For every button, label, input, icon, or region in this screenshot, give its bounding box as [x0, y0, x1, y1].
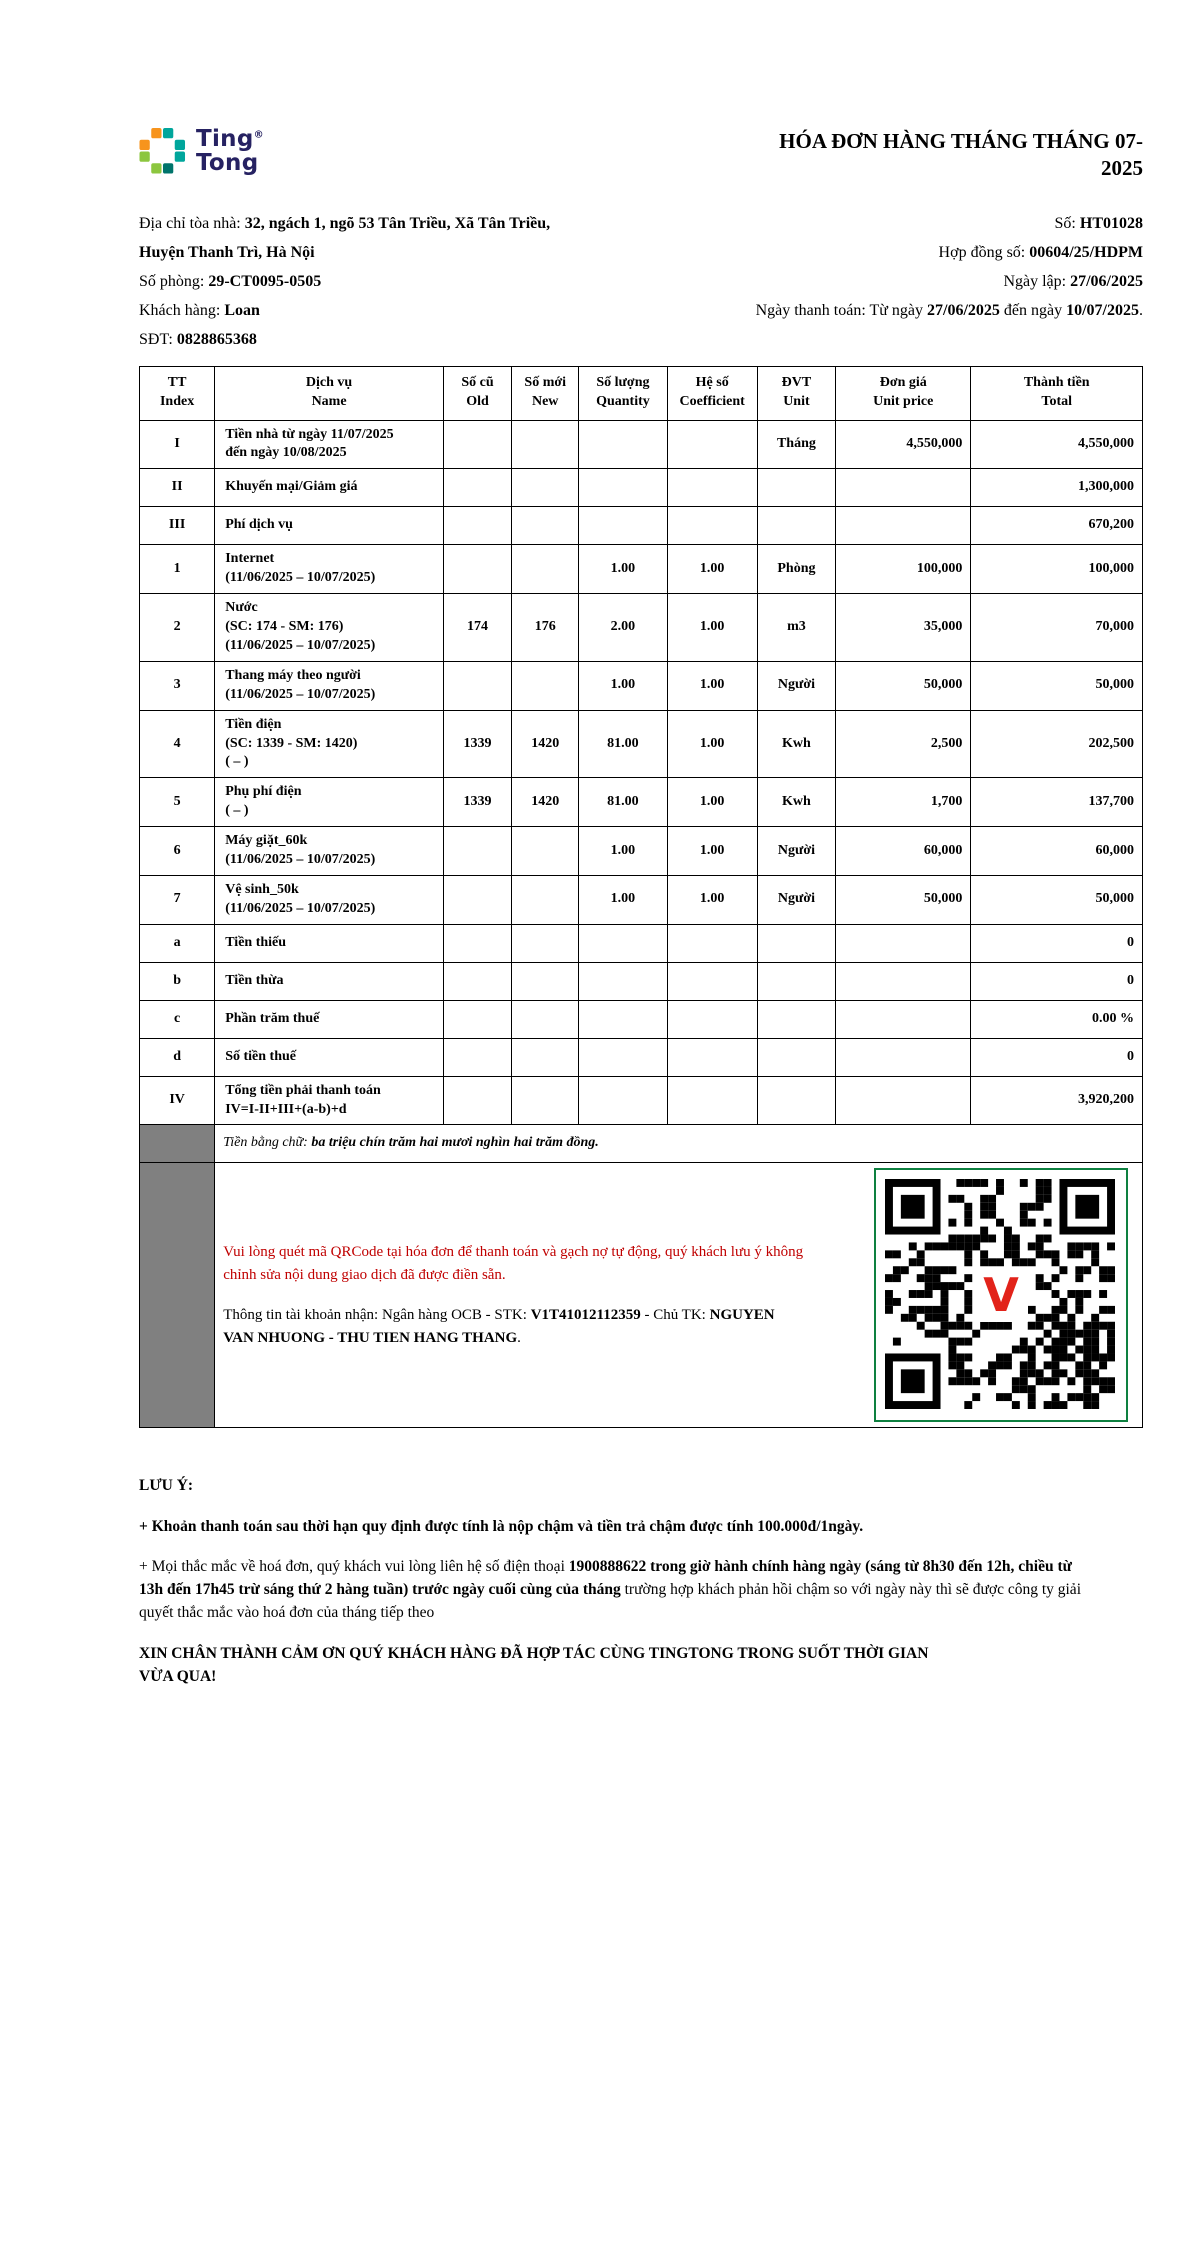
- service-name-line: Thang máy theo người: [225, 667, 361, 683]
- cell-unit: [757, 469, 835, 507]
- service-name-line: (SC: 1339 - SM: 1420): [225, 735, 358, 751]
- service-name-line: đến ngày 10/08/2025: [225, 445, 347, 461]
- service-name-line: Tiền điện: [225, 716, 282, 732]
- invoice-meta: [756, 209, 1143, 354]
- cell-old: [443, 507, 511, 545]
- invoice-number-label: Số:: [1054, 214, 1080, 232]
- cell-new: 1420: [512, 778, 579, 827]
- room-value: 29-CT0095-0505: [208, 272, 322, 290]
- service-name-line: ( – ): [225, 754, 249, 770]
- col-header-total: Thành tiền Total: [971, 366, 1143, 420]
- cell-coef: 1.00: [667, 875, 757, 924]
- cell-coef: [667, 420, 757, 469]
- cell-name: [215, 827, 444, 876]
- cell-new: [512, 661, 579, 710]
- cell-old: [443, 420, 511, 469]
- cell-unit: Người: [757, 875, 835, 924]
- service-name-line: Phần trăm thuế: [225, 1010, 320, 1026]
- service-name-line: (11/06/2025 – 10/07/2025): [225, 637, 376, 653]
- cell-name: [215, 875, 444, 924]
- cell-name: [215, 778, 444, 827]
- cell-tt: 7: [140, 875, 215, 924]
- cell-new: [512, 1000, 579, 1038]
- service-name-line: Phí dịch vụ: [225, 517, 293, 533]
- service-name-line: IV=I-II+III+(a-b)+d: [225, 1101, 347, 1117]
- thank-you-message: XIN CHÂN THÀNH CẢM ƠN QUÝ KHÁCH HÀNG ĐÃ HỢP TÁC CÙNG TINGTONG TRONG SUỐT THỜI GIAN VỪA QUA!: [139, 1644, 929, 1685]
- cell-name: [215, 962, 444, 1000]
- cell-qty: 1.00: [579, 875, 667, 924]
- cell-old: 1339: [443, 710, 511, 778]
- cell-unit: [757, 1038, 835, 1076]
- bank-account-info: [223, 1304, 803, 1349]
- cell-coef: 1.00: [667, 827, 757, 876]
- bank-account-number: V1T41012112359: [530, 1307, 641, 1324]
- brand-wordmark: [196, 128, 264, 175]
- cell-tt: 2: [140, 594, 215, 662]
- cell-coef: [667, 1000, 757, 1038]
- service-name-line: Tiền thừa: [225, 972, 284, 988]
- cell-coef: 1.00: [667, 661, 757, 710]
- col-header-unit: ĐVT Unit: [757, 366, 835, 420]
- cell-tt: 5: [140, 778, 215, 827]
- cell-total: 60,000: [971, 827, 1143, 876]
- service-name-line: Máy giặt_60k: [225, 833, 308, 849]
- cell-name: [215, 710, 444, 778]
- cell-coef: 1.00: [667, 778, 757, 827]
- payment-period-text2: đến ngày: [999, 301, 1067, 319]
- contract-label: Hợp đồng số:: [938, 243, 1030, 261]
- invoice-table-footer: [140, 1125, 1143, 1428]
- service-name-line: (11/06/2025 – 10/07/2025): [225, 900, 376, 916]
- cell-qty: [579, 1038, 667, 1076]
- cell-total: 0: [971, 924, 1143, 962]
- invoice-info: [139, 209, 1143, 354]
- payment-period-text: Ngày thanh toán: Từ ngày: [755, 301, 928, 319]
- cell-qty: [579, 1076, 667, 1125]
- table-row: [140, 545, 1143, 594]
- table-row: [140, 594, 1143, 662]
- amount-in-words-cell: [215, 1125, 1143, 1163]
- address-label: Địa chỉ tòa nhà:: [139, 214, 245, 232]
- brand-word-ting: Ting: [196, 126, 254, 153]
- cell-tt: d: [140, 1038, 215, 1076]
- cell-price: 1,700: [836, 778, 971, 827]
- table-row: [140, 507, 1143, 545]
- col-header-coefficient: Hệ số Coefficient: [667, 366, 757, 420]
- cell-new: [512, 875, 579, 924]
- bank-info-text2: - Chủ TK:: [640, 1307, 710, 1324]
- footer-notes: [139, 1474, 1084, 1688]
- issue-date-label: Ngày lập:: [1003, 272, 1071, 290]
- cell-old: 174: [443, 594, 511, 662]
- cell-name: [215, 1000, 444, 1038]
- service-name-line: (11/06/2025 – 10/07/2025): [225, 686, 376, 702]
- cell-qty: [579, 469, 667, 507]
- customer-name-line: [139, 296, 550, 325]
- cell-old: [443, 661, 511, 710]
- cell-total: 50,000: [971, 661, 1143, 710]
- cell-tt: 3: [140, 661, 215, 710]
- hotline-number-and-hours: 1900888622 trong giờ hành chính hàng ngày (sáng từ 8h30 đến 12h, chiều từ 13h đến 17h45 trừ sáng thứ 2 hàng tuần) trước ngày cuối cùng của tháng: [139, 1557, 1072, 1599]
- table-row: [140, 778, 1143, 827]
- cell-new: [512, 962, 579, 1000]
- customer-label: Khách hàng:: [139, 301, 225, 319]
- col-header-unit-price: Đơn giá Unit price: [836, 366, 971, 420]
- address-value: 32, ngách 1, ngõ 53 Tân Triều, Xã Tân Triều,: [244, 214, 551, 232]
- phone-line: [139, 325, 550, 354]
- bank-info-text3: .: [517, 1329, 521, 1346]
- cell-old: [443, 827, 511, 876]
- cell-new: [512, 1076, 579, 1125]
- hotline-note-text2: trường hợp khách phản hồi chậm so với ngày này thì sẽ được công ty giải quyết thắc mắc vào hoá đơn của tháng tiếp theo: [139, 1581, 1081, 1622]
- cell-name: [215, 469, 444, 507]
- cell-new: 1420: [512, 710, 579, 778]
- cell-price: 100,000: [836, 545, 971, 594]
- brand-logo: [139, 128, 264, 175]
- cell-qty: [579, 962, 667, 1000]
- invoice-title: HÓA ĐƠN HÀNG THÁNG THÁNG 07-2025: [779, 129, 1143, 181]
- service-name-line: Internet: [225, 551, 275, 567]
- customer-info: [139, 209, 550, 354]
- cell-old: [443, 875, 511, 924]
- col-header-old: Số cũ Old: [443, 366, 511, 420]
- cell-total: 202,500: [971, 710, 1143, 778]
- cell-price: [836, 507, 971, 545]
- cell-coef: [667, 924, 757, 962]
- cell-qty: [579, 924, 667, 962]
- qr-payment-row: [140, 1163, 1143, 1428]
- table-row: [140, 962, 1143, 1000]
- cell-new: [512, 507, 579, 545]
- table-row: [140, 661, 1143, 710]
- cell-total: 3,920,200: [971, 1076, 1143, 1125]
- cell-tt: c: [140, 1000, 215, 1038]
- cell-price: 2,500: [836, 710, 971, 778]
- cell-unit: Kwh: [757, 778, 835, 827]
- cell-coef: [667, 1076, 757, 1125]
- cell-total: 0.00 %: [971, 1000, 1143, 1038]
- service-name-line: (11/06/2025 – 10/07/2025): [225, 851, 376, 867]
- cell-price: 60,000: [836, 827, 971, 876]
- cell-name: [215, 507, 444, 545]
- issue-date-value: 27/06/2025: [1070, 272, 1143, 290]
- cell-qty: 81.00: [579, 710, 667, 778]
- table-row: [140, 469, 1143, 507]
- cell-old: [443, 962, 511, 1000]
- cell-old: [443, 924, 511, 962]
- cell-price: [836, 924, 971, 962]
- cell-coef: 1.00: [667, 710, 757, 778]
- room-number-line: [139, 267, 550, 296]
- customer-value: Loan: [224, 301, 260, 319]
- service-name-line: Phụ phí điện: [225, 784, 302, 800]
- shaded-cell: [140, 1163, 215, 1428]
- cell-price: 35,000: [836, 594, 971, 662]
- cell-qty: 1.00: [579, 827, 667, 876]
- cell-price: 50,000: [836, 875, 971, 924]
- cell-tt: 1: [140, 545, 215, 594]
- phone-value: 0828865368: [176, 330, 257, 348]
- cell-coef: [667, 962, 757, 1000]
- bank-account-holder: NGUYEN VAN NHUONG - THU TIEN HANG THANG: [223, 1307, 775, 1346]
- cell-price: [836, 1038, 971, 1076]
- cell-qty: 1.00: [579, 545, 667, 594]
- cell-new: [512, 827, 579, 876]
- invoice-table: [139, 366, 1143, 1429]
- table-row: [140, 875, 1143, 924]
- cell-total: 137,700: [971, 778, 1143, 827]
- invoice-table-body: [140, 420, 1143, 1125]
- service-name-line: Khuyến mại/Giảm giá: [225, 479, 358, 495]
- cell-unit: Tháng: [757, 420, 835, 469]
- address-value2: Huyện Thanh Trì, Hà Nội: [139, 243, 315, 261]
- contract-value: 00604/25/HDPM: [1029, 243, 1143, 261]
- cell-new: [512, 1038, 579, 1076]
- room-label: Số phòng:: [139, 272, 209, 290]
- cell-coef: [667, 1038, 757, 1076]
- cell-unit: Người: [757, 827, 835, 876]
- payment-from-date: 27/06/2025: [927, 301, 1000, 319]
- qr-payment-cell: [215, 1163, 1143, 1428]
- qr-instructions: [223, 1241, 803, 1349]
- table-row: [140, 827, 1143, 876]
- qr-code: [874, 1168, 1128, 1422]
- cell-unit: [757, 1000, 835, 1038]
- contract-number-line: [756, 238, 1143, 267]
- cell-new: [512, 420, 579, 469]
- col-header-service: Dịch vụ Name: [215, 366, 444, 420]
- tingtong-logo-icon: [139, 128, 186, 175]
- amount-words-label: Tiền bằng chữ:: [223, 1135, 312, 1151]
- service-name-line: Tiền thiếu: [225, 934, 287, 950]
- cell-tt: 6: [140, 827, 215, 876]
- cell-old: [443, 1038, 511, 1076]
- cell-unit: Kwh: [757, 710, 835, 778]
- cell-unit: [757, 507, 835, 545]
- bank-info-text: Thông tin tài khoản nhận: Ngân hàng OCB - STK:: [223, 1307, 531, 1324]
- notes-heading: LƯU Ý:: [139, 1477, 194, 1495]
- cell-qty: [579, 1000, 667, 1038]
- cell-total: 1,300,000: [971, 469, 1143, 507]
- payment-period-line: [756, 296, 1143, 325]
- cell-coef: 1.00: [667, 545, 757, 594]
- cell-total: 670,200: [971, 507, 1143, 545]
- col-header-quantity: Số lượng Quantity: [579, 366, 667, 420]
- cell-total: 4,550,000: [971, 420, 1143, 469]
- cell-tt: I: [140, 420, 215, 469]
- cell-name: [215, 594, 444, 662]
- cell-unit: m3: [757, 594, 835, 662]
- hotline-note: [139, 1555, 1084, 1625]
- service-name-line: Vệ sinh_50k: [225, 881, 299, 897]
- service-name-line: Số tiền thuế: [225, 1048, 297, 1064]
- col-header-new: Số mới New: [512, 366, 579, 420]
- cell-qty: 81.00: [579, 778, 667, 827]
- service-name-line: Tiền nhà từ ngày 11/07/2025: [225, 426, 394, 442]
- invoice-header: [139, 128, 1143, 183]
- cell-tt: 4: [140, 710, 215, 778]
- cell-qty: [579, 420, 667, 469]
- service-name-line: ( – ): [225, 803, 249, 819]
- service-name-line: (SC: 174 - SM: 176): [225, 619, 344, 635]
- amount-words-value: ba triệu chín trăm hai mươi nghìn hai trăm đồng.: [311, 1135, 599, 1151]
- cell-coef: 1.00: [667, 594, 757, 662]
- cell-unit: Phòng: [757, 545, 835, 594]
- payment-period-text3: .: [1139, 301, 1143, 319]
- phone-label: SĐT:: [139, 330, 177, 348]
- cell-tt: b: [140, 962, 215, 1000]
- payment-to-date: 10/07/2025: [1066, 301, 1139, 319]
- table-row: [140, 1000, 1143, 1038]
- cell-old: [443, 1000, 511, 1038]
- col-header-tt: TT Index: [140, 366, 215, 420]
- cell-new: [512, 545, 579, 594]
- service-name-line: Tổng tiền phải thanh toán: [225, 1082, 381, 1098]
- cell-coef: [667, 507, 757, 545]
- issue-date-line: [756, 267, 1143, 296]
- hotline-note-text: + Mọi thắc mắc về hoá đơn, quý khách vui lòng liên hệ số điện thoại: [139, 1557, 569, 1575]
- brand-word-tong: Tong: [196, 149, 259, 176]
- cell-total: 70,000: [971, 594, 1143, 662]
- cell-name: [215, 1038, 444, 1076]
- cell-price: [836, 1076, 971, 1125]
- cell-new: [512, 469, 579, 507]
- cell-old: [443, 469, 511, 507]
- cell-tt: III: [140, 507, 215, 545]
- service-name-line: Nước: [225, 600, 258, 616]
- registered-mark: ®: [253, 129, 264, 141]
- building-address-line2: [139, 238, 550, 267]
- qr-warning-note: Vui lòng quét mã QRCode tại hóa đơn để thanh toán và gạch nợ tự động, quý khách lưu ý không chỉnh sửa nội dung giao dịch đã được điền sẵn.: [223, 1244, 804, 1283]
- cell-price: [836, 962, 971, 1000]
- table-row: [140, 924, 1143, 962]
- cell-name: [215, 661, 444, 710]
- cell-tt: a: [140, 924, 215, 962]
- cell-price: [836, 469, 971, 507]
- cell-price: [836, 1000, 971, 1038]
- service-name-line: (11/06/2025 – 10/07/2025): [225, 570, 376, 586]
- cell-unit: Người: [757, 661, 835, 710]
- cell-name: [215, 1076, 444, 1125]
- cell-total: 100,000: [971, 545, 1143, 594]
- cell-unit: [757, 1076, 835, 1125]
- cell-unit: [757, 924, 835, 962]
- cell-old: [443, 545, 511, 594]
- cell-total: 0: [971, 962, 1143, 1000]
- cell-old: 1339: [443, 778, 511, 827]
- cell-price: 50,000: [836, 661, 971, 710]
- invoice-number-value: HT01028: [1079, 214, 1143, 232]
- cell-qty: 2.00: [579, 594, 667, 662]
- amount-in-words-row: [140, 1125, 1143, 1163]
- cell-name: [215, 924, 444, 962]
- cell-tt: II: [140, 469, 215, 507]
- cell-new: [512, 924, 579, 962]
- table-row: [140, 1038, 1143, 1076]
- cell-old: [443, 1076, 511, 1125]
- invoice-number-line: [756, 209, 1143, 238]
- table-row: [140, 420, 1143, 469]
- late-payment-note: + Khoản thanh toán sau thời hạn quy định được tính là nộp chậm và tiền trả chậm được tính 100.000đ/1ngày.: [139, 1517, 864, 1535]
- cell-name: [215, 545, 444, 594]
- shaded-cell: [140, 1125, 215, 1163]
- cell-name: [215, 420, 444, 469]
- table-row: [140, 710, 1143, 778]
- cell-total: 0: [971, 1038, 1143, 1076]
- cell-total: 50,000: [971, 875, 1143, 924]
- cell-qty: 1.00: [579, 661, 667, 710]
- table-row: [140, 1076, 1143, 1125]
- qr-center-logo: V: [974, 1268, 1028, 1322]
- cell-new: 176: [512, 594, 579, 662]
- cell-unit: [757, 962, 835, 1000]
- cell-price: 4,550,000: [836, 420, 971, 469]
- invoice-table-header: [140, 366, 1143, 420]
- cell-qty: [579, 507, 667, 545]
- cell-coef: [667, 469, 757, 507]
- building-address-line: [139, 209, 550, 238]
- cell-tt: IV: [140, 1076, 215, 1125]
